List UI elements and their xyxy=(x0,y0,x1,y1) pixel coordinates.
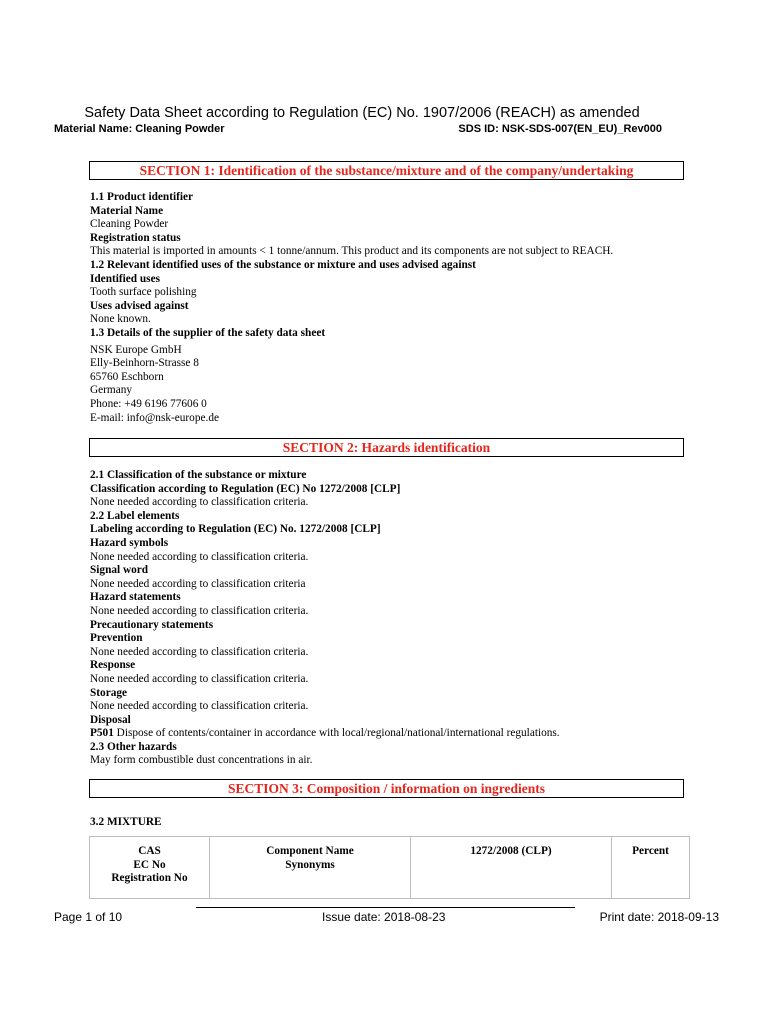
clp-classification-value: None needed according to classification criteria. xyxy=(90,496,309,509)
section-1-body xyxy=(90,191,690,425)
p501-text: Dispose of contents/container in accordance with local/regional/national/international regulations. xyxy=(113,727,560,740)
section-2-body xyxy=(90,469,690,768)
material-name-label: Material Name xyxy=(90,204,164,217)
uses-advised-against-value: None known. xyxy=(90,313,151,326)
clp-classification-label: Classification according to Regulation (EC) No 1272/2008 [CLP] xyxy=(90,482,401,495)
supplier-company: NSK Europe GmbH xyxy=(90,343,182,356)
column-header-component xyxy=(210,837,411,899)
signal-word-label: Signal word xyxy=(90,564,149,577)
column-header-percent-text: Percent xyxy=(632,845,669,857)
hazard-symbols-label: Hazard symbols xyxy=(90,536,169,549)
response-label: Response xyxy=(90,659,136,672)
supplier-country: Germany xyxy=(90,384,133,397)
prevention-label: Prevention xyxy=(90,632,143,645)
response-value: None needed according to classification criteria. xyxy=(90,672,309,685)
subsection-1-3-heading: 1.3 Details of the supplier of the safety data sheet xyxy=(90,326,326,339)
identified-uses-label: Identified uses xyxy=(90,272,160,285)
footer-rule xyxy=(196,907,575,908)
hazard-symbols-value: None needed according to classification criteria. xyxy=(90,550,309,563)
signal-word-value: None needed according to classification criteria xyxy=(90,577,306,590)
column-header-component-line-2: Synonyms xyxy=(285,858,335,871)
supplier-email: E-mail: info@nsk-europe.de xyxy=(90,411,219,424)
identified-uses-value: Tooth surface polishing xyxy=(90,286,197,299)
prevention-value: None needed according to classification criteria. xyxy=(90,645,309,658)
hazard-statements-value: None needed according to classification criteria. xyxy=(90,604,309,617)
p501-code: P501 xyxy=(90,727,114,740)
other-hazards-value: May form combustible dust concentrations in air. xyxy=(90,754,313,767)
material-name-value: Cleaning Powder xyxy=(90,218,169,231)
subsection-1-1-heading: 1.1 Product identifier xyxy=(90,191,194,203)
disposal-label: Disposal xyxy=(90,713,131,726)
supplier-street: Elly-Beinhorn-Strasse 8 xyxy=(90,357,199,370)
section-1-heading: SECTION 1: Identification of the substance/mixture and of the company/undertaking xyxy=(89,161,684,180)
column-header-cas-line-3: Registration No xyxy=(111,872,188,885)
supplier-city: 65760 Eschborn xyxy=(90,370,164,383)
registration-status-value: This material is imported in amounts < 1 tonne/annum. This product and its components are not subject to REACH. xyxy=(90,245,614,258)
subsection-2-1-heading: 2.1 Classification of the substance or mixture xyxy=(90,469,307,481)
composition-table xyxy=(89,836,690,899)
registration-status-label: Registration status xyxy=(90,231,181,244)
section-2-heading: SECTION 2: Hazards identification xyxy=(89,438,684,457)
subsection-1-2-heading: 1.2 Relevant identified uses of the substance or mixture and uses advised against xyxy=(90,258,476,271)
subsection-2-3-heading: 2.3 Other hazards xyxy=(90,740,177,753)
document-title: Safety Data Sheet according to Regulation (EC) No. 1907/2006 (REACH) as amended xyxy=(84,105,640,121)
subsection-2-2-heading: 2.2 Label elements xyxy=(90,509,180,522)
uses-advised-against-label: Uses advised against xyxy=(90,299,189,312)
table-header-row xyxy=(90,837,690,899)
hazard-statements-label: Hazard statements xyxy=(90,591,181,604)
subsection-3-2-heading: 3.2 MIXTURE xyxy=(90,816,162,828)
storage-label: Storage xyxy=(90,686,128,699)
precautionary-statements-label: Precautionary statements xyxy=(90,618,214,631)
page-number: Page 1 of 10 xyxy=(54,910,123,924)
section-3-body xyxy=(90,816,690,830)
disposal-statement xyxy=(90,727,690,741)
print-date: Print date: 2018-09-13 xyxy=(599,910,719,924)
column-header-clp xyxy=(411,837,612,899)
labeling-label: Labeling according to Regulation (EC) No. 1272/2008 [CLP] xyxy=(90,523,381,536)
issue-date: Issue date: 2018-08-23 xyxy=(322,910,446,924)
column-header-percent xyxy=(612,837,690,899)
section-3-heading: SECTION 3: Composition / information on ingredients xyxy=(89,779,684,798)
column-header-cas-line-1: CAS xyxy=(138,845,161,857)
sds-id-header: SDS ID: NSK-SDS-007(EN_EU)_Rev000 xyxy=(458,123,662,135)
column-header-component-line-1: Component Name xyxy=(266,845,354,857)
storage-value: None needed according to classification criteria. xyxy=(90,700,309,713)
material-name-header: Material Name: Cleaning Powder xyxy=(54,123,225,135)
column-header-cas-line-2: EC No xyxy=(133,858,166,871)
supplier-phone: Phone: +49 6196 77606 0 xyxy=(90,397,207,410)
column-header-cas xyxy=(90,837,210,899)
column-header-clp-text: 1272/2008 (CLP) xyxy=(470,845,552,857)
